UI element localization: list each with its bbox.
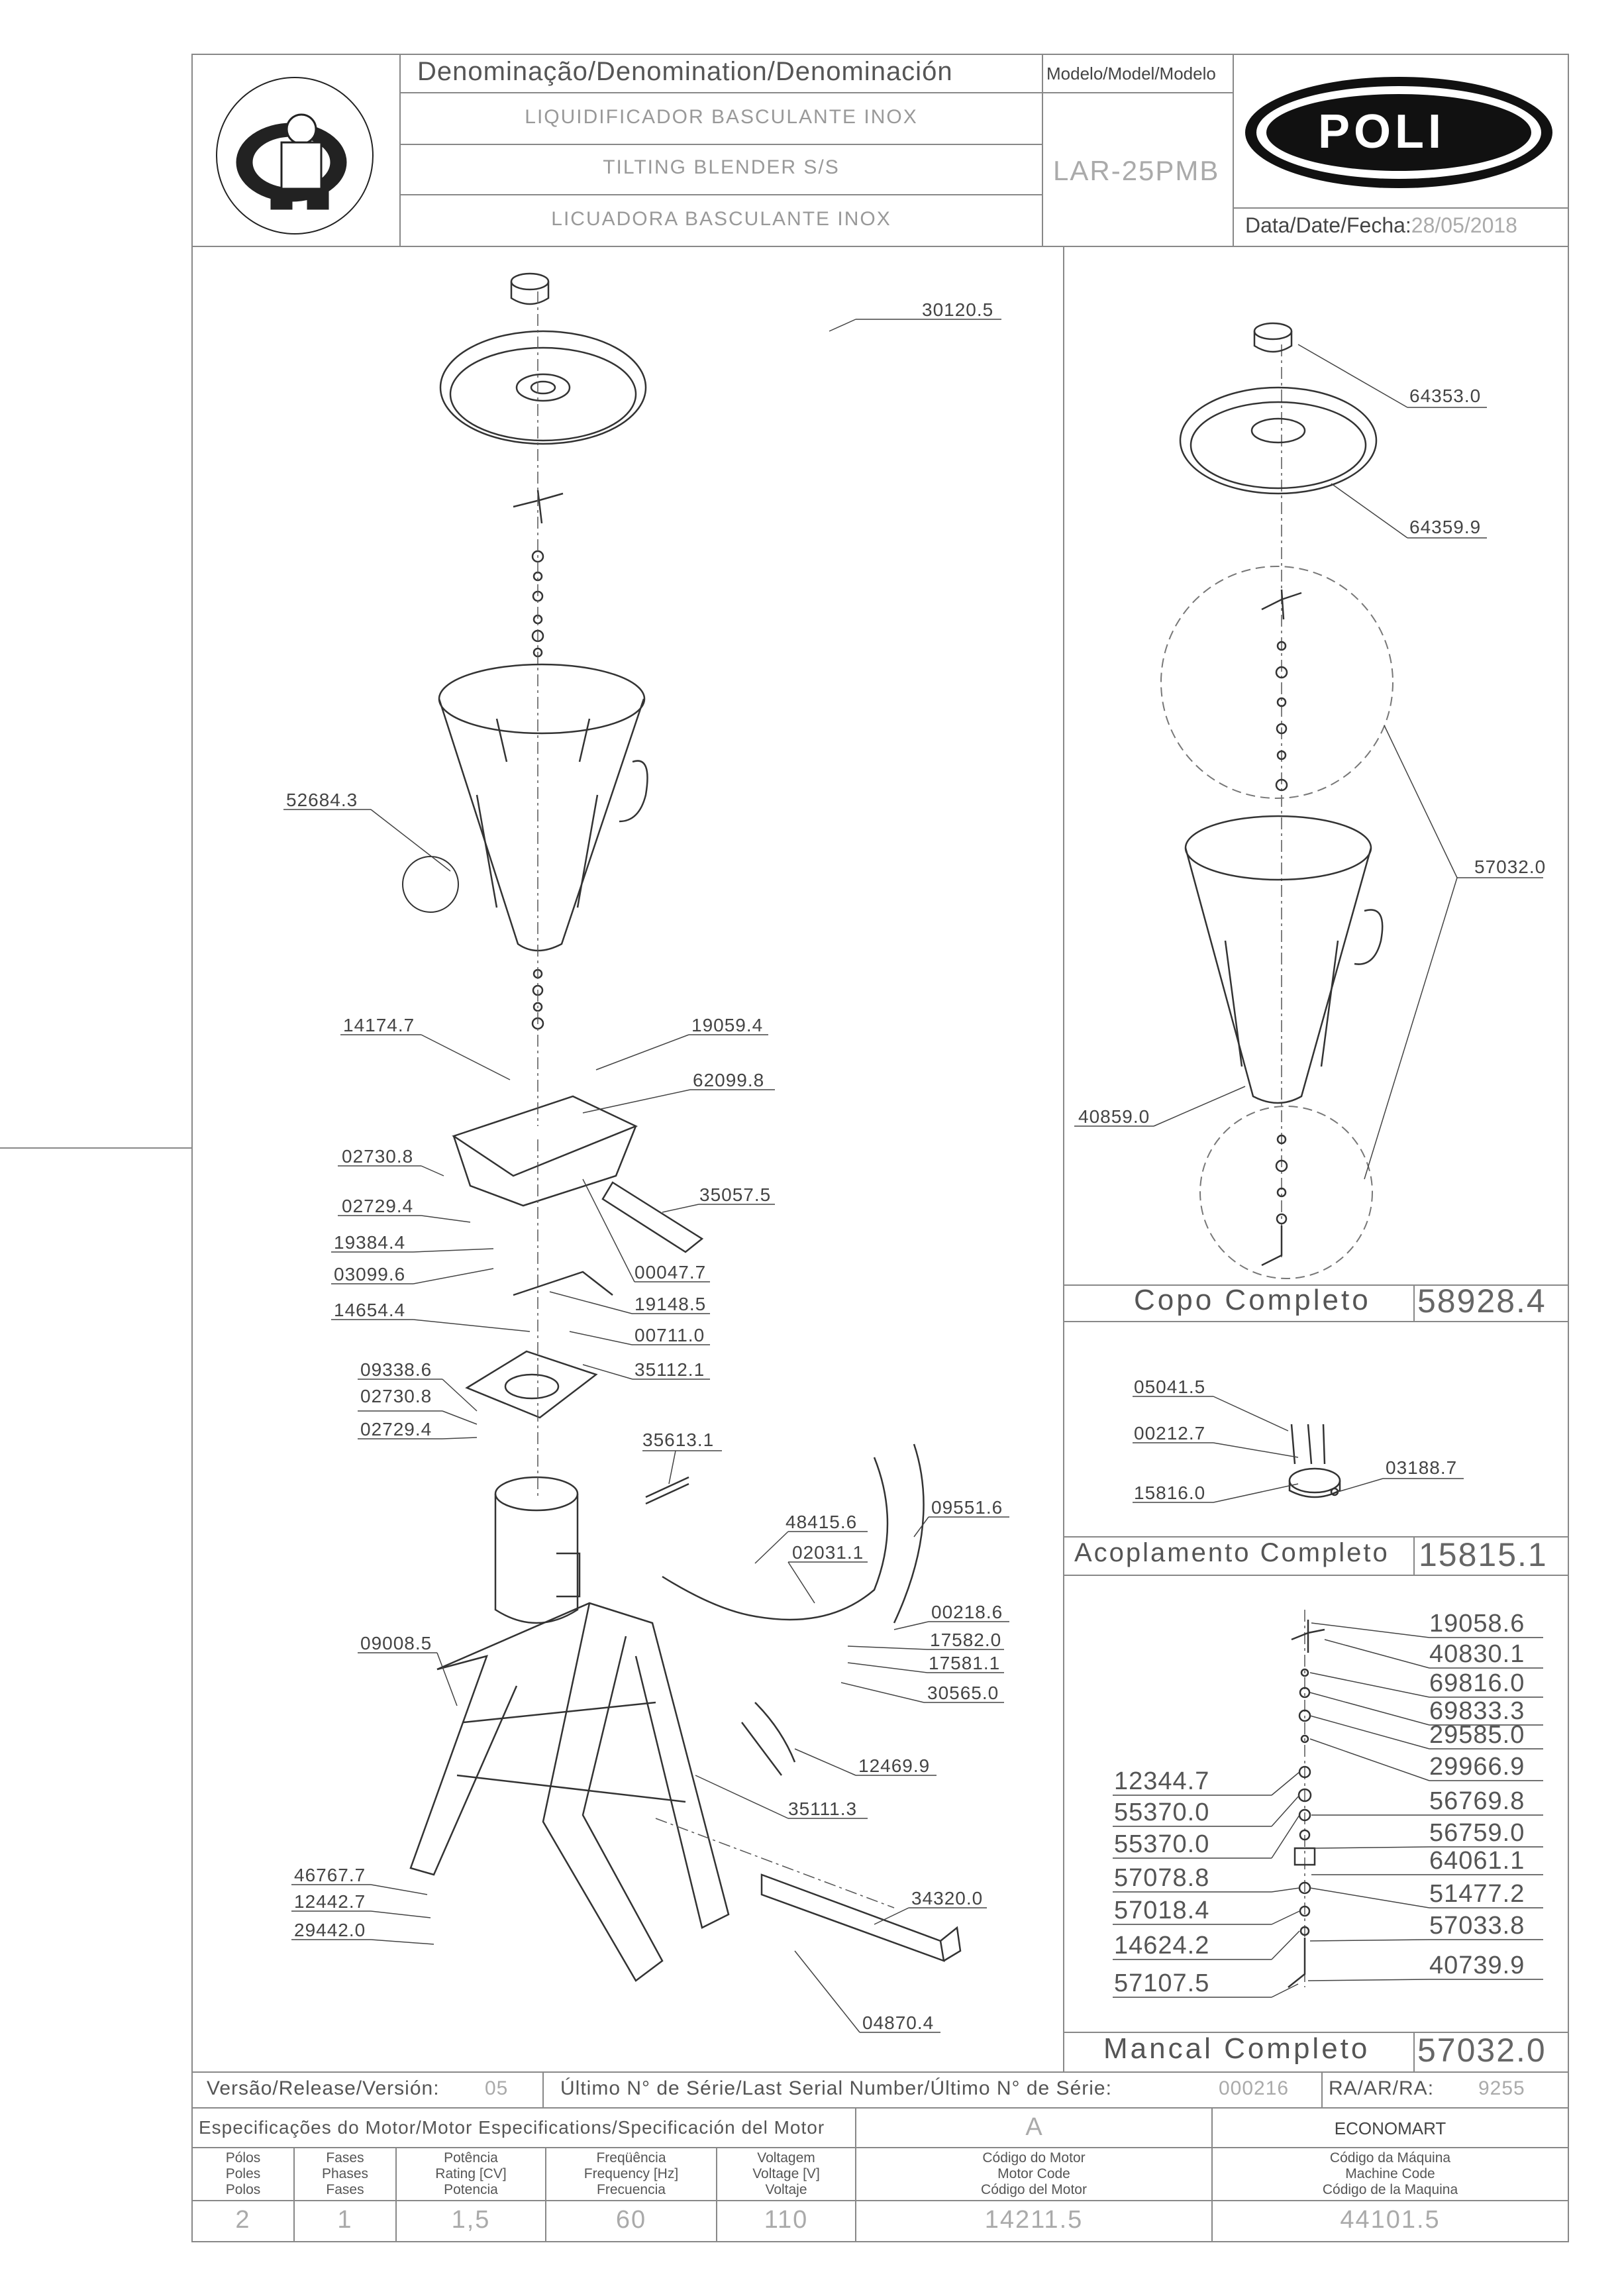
spec-head-motor-code: Código do Motor Motor Code Código del Motor	[981, 2150, 1087, 2197]
part-label: 29585.0	[1429, 1721, 1525, 1749]
part-label: 09338.6	[360, 1359, 432, 1380]
spec-head-rating: Potência Rating [CV] Potencia	[435, 2150, 507, 2197]
part-label: 19384.4	[334, 1232, 406, 1253]
part-label: 56769.8	[1429, 1787, 1525, 1815]
part-label: 00047.7	[634, 1262, 707, 1282]
part-label: 46767.7	[294, 1865, 366, 1885]
motor-code-letter: A	[1025, 2113, 1042, 2141]
part-label: 05041.5	[1134, 1377, 1206, 1397]
part-label: 00218.6	[931, 1602, 1003, 1622]
spec-value-motor-code: 14211.5	[984, 2206, 1084, 2234]
product-name-pt: LIQUIDIFICADOR BASCULANTE INOX	[525, 106, 918, 128]
part-label: 19058.6	[1429, 1610, 1525, 1638]
part-label: 64061.1	[1429, 1847, 1525, 1875]
spec-value-frequency: 60	[615, 2206, 647, 2234]
part-label: 57107.5	[1114, 1969, 1210, 1997]
part-label: 12344.7	[1114, 1767, 1210, 1795]
spec-head-poles: Pólos Poles Polos	[225, 2150, 261, 2197]
date-label	[1245, 213, 1517, 238]
spec-head-voltage: Voltagem Voltage [V] Voltaje	[752, 2150, 820, 2197]
part-label: 00711.0	[634, 1325, 705, 1345]
mancal-completo-code: 57032.0	[1417, 2032, 1546, 2069]
part-label: 30565.0	[927, 1683, 999, 1703]
part-label: 34320.0	[911, 1888, 984, 1908]
part-label: 12442.7	[294, 1891, 366, 1912]
part-label: 57078.8	[1114, 1864, 1210, 1892]
spec-head-frequency: Freqüência Frequency [Hz] Frecuencia	[583, 2150, 679, 2197]
part-label: 55370.0	[1114, 1799, 1210, 1826]
part-label: 57018.4	[1114, 1897, 1210, 1924]
technical-assistance-seal	[217, 78, 373, 234]
part-label: 09551.6	[931, 1497, 1003, 1518]
ra-value: 9255	[1478, 2077, 1525, 2099]
part-label: 19059.4	[691, 1015, 764, 1035]
part-label: 12469.9	[858, 1755, 931, 1776]
part-label: 09008.5	[360, 1633, 432, 1653]
part-label: 48415.6	[786, 1512, 858, 1532]
acoplamento-completo-title: Acoplamento Completo	[1074, 1538, 1390, 1567]
part-label: 14654.4	[334, 1300, 406, 1320]
part-label: 57033.8	[1429, 1912, 1525, 1940]
part-label: 40739.9	[1429, 1952, 1525, 1979]
part-label: 02729.4	[342, 1196, 414, 1216]
spec-head-machine-code: Código da Máquina Machine Code Código de la Maquina	[1322, 2150, 1458, 2197]
copo-completo-title: Copo Completo	[1134, 1284, 1371, 1316]
part-label: 00212.7	[1134, 1423, 1206, 1443]
part-label: 52684.3	[286, 790, 358, 810]
mancal-completo-title: Mancal Completo	[1103, 2032, 1370, 2065]
spec-value-rating: 1,5	[451, 2206, 491, 2234]
part-label: 03099.6	[334, 1264, 406, 1284]
version-label: Versão/Release/Versión:	[207, 2077, 440, 2099]
spec-head-phases: Fases Phases Fases	[321, 2150, 369, 2197]
part-label: 30120.5	[922, 299, 994, 320]
part-label: 35112.1	[634, 1359, 705, 1380]
client-name: ECONOMART	[1334, 2118, 1446, 2138]
poli-logo: POLI	[1318, 105, 1446, 158]
denomination-title: Denominação/Denomination/Denominación	[417, 57, 953, 86]
part-label: 02730.8	[342, 1146, 414, 1167]
part-label: 57032.0	[1474, 857, 1546, 877]
part-label: 55370.0	[1114, 1830, 1210, 1858]
part-label: 02729.4	[360, 1419, 432, 1439]
part-label: 64359.9	[1409, 517, 1482, 537]
date-value: 28/05/2018	[1411, 213, 1517, 237]
part-label: 35613.1	[642, 1430, 715, 1450]
serial-label: Último N° de Série/Last Serial Number/Último N° de Série:	[560, 2077, 1112, 2099]
part-label: 15816.0	[1134, 1483, 1206, 1503]
part-label: 03188.7	[1386, 1457, 1458, 1478]
product-name-en: TILTING BLENDER S/S	[603, 156, 840, 178]
spec-value-poles: 2	[235, 2206, 251, 2234]
spec-value-phases: 1	[337, 2206, 353, 2234]
part-label: 14174.7	[343, 1015, 415, 1035]
part-label: 40830.1	[1429, 1640, 1525, 1668]
part-label: 69816.0	[1429, 1669, 1525, 1697]
part-label: 51477.2	[1429, 1880, 1525, 1908]
spec-value-machine-code: 44101.5	[1340, 2206, 1441, 2234]
part-label: 62099.8	[693, 1070, 765, 1090]
part-label: 35111.3	[788, 1799, 858, 1819]
part-label: 14624.2	[1114, 1932, 1210, 1959]
motor-spec-title: Especificações do Motor/Motor Especifications/Specificación del Motor	[199, 2117, 825, 2138]
product-name-es: LICUADORA BASCULANTE INOX	[551, 208, 891, 230]
version-value: 05	[485, 2077, 509, 2099]
date-label-text: Data/Date/Fecha:	[1245, 213, 1411, 237]
part-label: 64353.0	[1409, 386, 1482, 406]
model-value: LAR-25PMB	[1053, 155, 1220, 186]
part-label: 69833.3	[1429, 1697, 1525, 1725]
serial-value: 000216	[1219, 2077, 1290, 2099]
part-label: 02031.1	[792, 1542, 864, 1563]
part-label: 17581.1	[929, 1653, 1001, 1673]
model-title: Modelo/Model/Modelo	[1046, 64, 1216, 83]
part-label: 40859.0	[1078, 1106, 1150, 1127]
part-label: 19148.5	[634, 1294, 707, 1314]
part-label: 35057.5	[699, 1184, 772, 1205]
part-label: 29442.0	[294, 1920, 366, 1940]
ra-label: RA/AR/RA:	[1329, 2077, 1435, 2099]
part-label: 56759.0	[1429, 1819, 1525, 1847]
spec-value-voltage: 110	[764, 2206, 809, 2234]
acoplamento-completo-code: 15815.1	[1419, 1536, 1548, 1573]
part-label: 04870.4	[862, 2012, 935, 2033]
part-label: 02730.8	[360, 1386, 432, 1406]
copo-completo-code: 58928.4	[1417, 1282, 1546, 1320]
part-label: 17582.0	[930, 1630, 1002, 1650]
part-label: 29966.9	[1429, 1753, 1525, 1781]
